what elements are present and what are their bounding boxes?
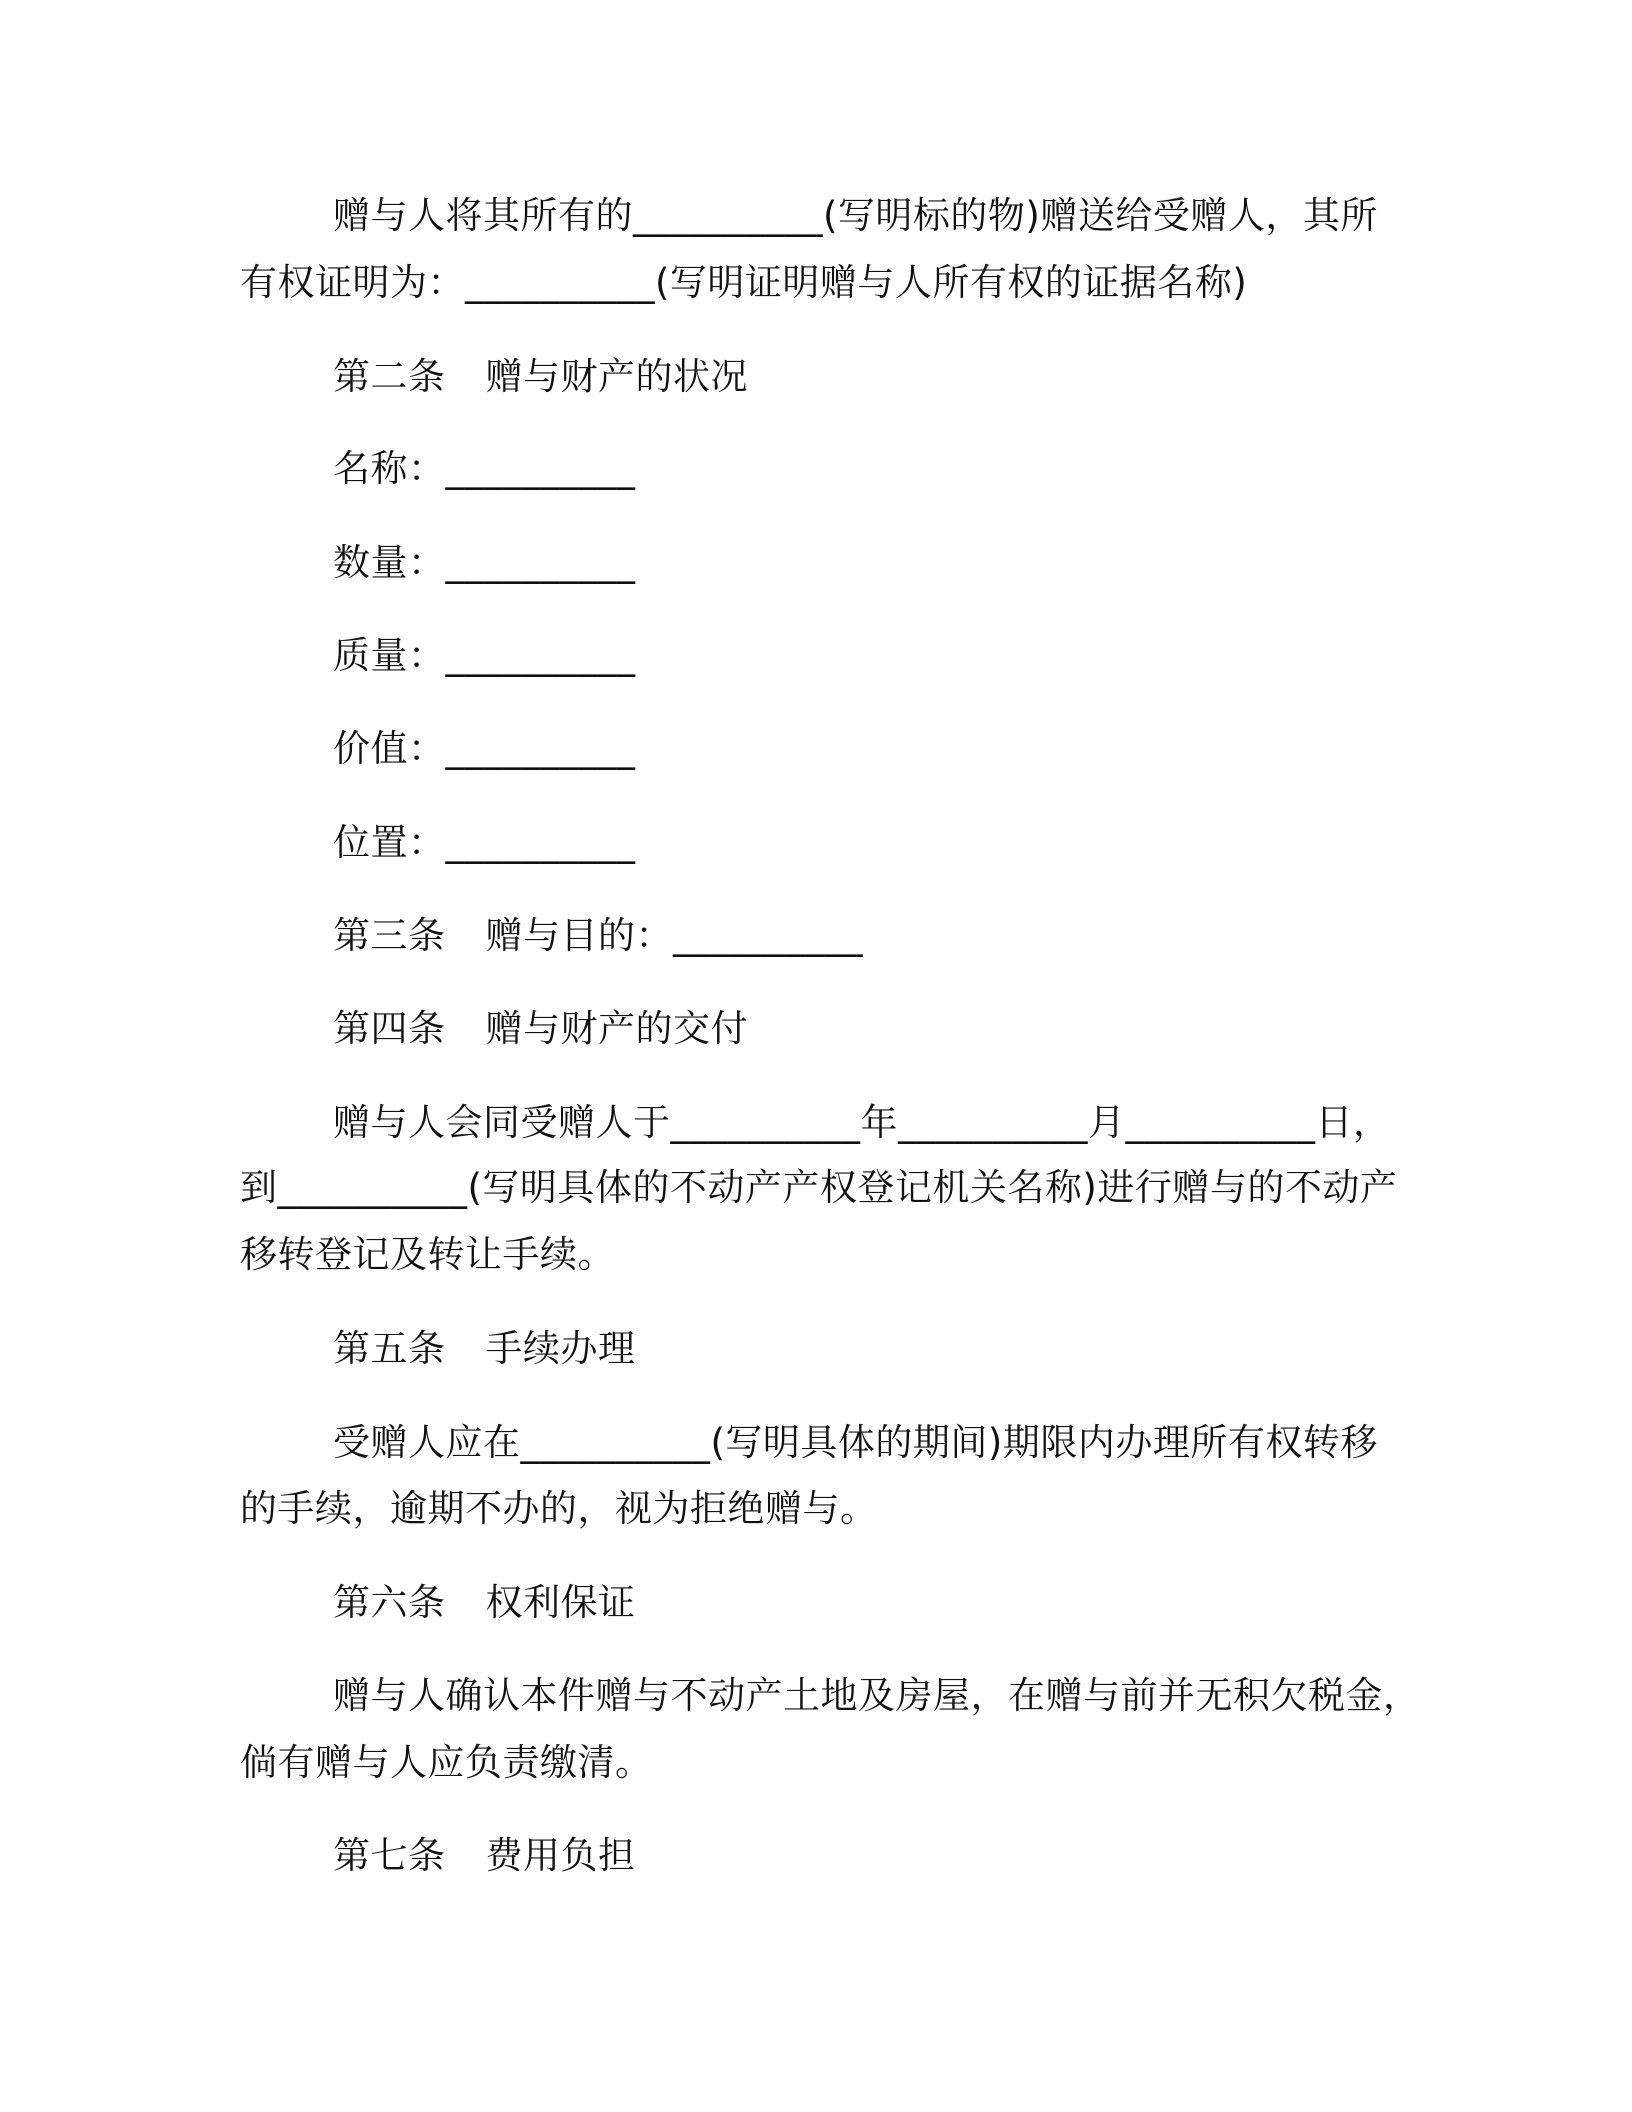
paragraph-line: 赠与人会同受赠人于__________年__________月__________日， bbox=[333, 1101, 1391, 1144]
article-heading bbox=[333, 912, 863, 960]
article-number: 第四条 bbox=[333, 1007, 446, 1050]
article-title: 手续办理 bbox=[485, 1327, 636, 1370]
article-title: 赠与目的：__________ bbox=[485, 914, 863, 957]
article-title: 赠与财产的交付 bbox=[485, 1007, 748, 1050]
field-line bbox=[333, 632, 636, 680]
article-title: 赠与财产的状况 bbox=[485, 355, 748, 398]
article-heading bbox=[333, 1005, 748, 1053]
paragraph-line: 到__________(写明具体的不动产产权登记机关名称)进行赠与的不动产 bbox=[240, 1166, 1398, 1209]
paragraph-line: 的手续，逾期不办的，视为拒绝赠与。 bbox=[240, 1487, 878, 1530]
article-heading bbox=[333, 353, 748, 401]
field-label: 位置： bbox=[333, 821, 446, 864]
field-line bbox=[333, 445, 636, 493]
field-blank: __________ bbox=[445, 541, 636, 584]
field-label: 质量： bbox=[333, 634, 446, 677]
article-heading bbox=[333, 1325, 636, 1373]
article-number: 第三条 bbox=[333, 914, 446, 957]
paragraph-line: 赠与人确认本件赠与不动产土地及房屋，在赠与前并无积欠税金， bbox=[333, 1674, 1421, 1717]
article-title: 权利保证 bbox=[485, 1581, 636, 1624]
paragraph-line: 移转登记及转让手续。 bbox=[240, 1233, 615, 1276]
paragraph-line: 倘有赠与人应负责缴清。 bbox=[240, 1741, 653, 1784]
field-label: 价值： bbox=[333, 727, 446, 770]
article-number: 第五条 bbox=[333, 1327, 446, 1370]
field-blank: __________ bbox=[445, 727, 636, 770]
paragraph-line: 受赠人应在__________(写明具体的期间)期限内办理所有权转移 bbox=[333, 1421, 1378, 1464]
article-heading bbox=[333, 1579, 636, 1627]
paragraph-line: 赠与人将其所有的__________(写明标的物)赠送给受赠人，其所 bbox=[333, 194, 1378, 237]
field-label: 数量： bbox=[333, 541, 446, 584]
field-line bbox=[333, 725, 636, 773]
field-label: 名称： bbox=[333, 447, 446, 490]
paragraph-line: 有权证明为：__________(写明证明赠与人所有权的证据名称) bbox=[240, 261, 1248, 304]
article-number: 第六条 bbox=[333, 1581, 446, 1624]
article-title: 费用负担 bbox=[485, 1834, 636, 1877]
field-blank: __________ bbox=[445, 447, 636, 490]
article-number: 第二条 bbox=[333, 355, 446, 398]
field-line bbox=[333, 539, 636, 587]
article-number: 第七条 bbox=[333, 1834, 446, 1877]
field-line bbox=[333, 819, 636, 867]
field-blank: __________ bbox=[445, 634, 636, 677]
article-heading bbox=[333, 1832, 636, 1880]
field-blank: __________ bbox=[445, 821, 636, 864]
